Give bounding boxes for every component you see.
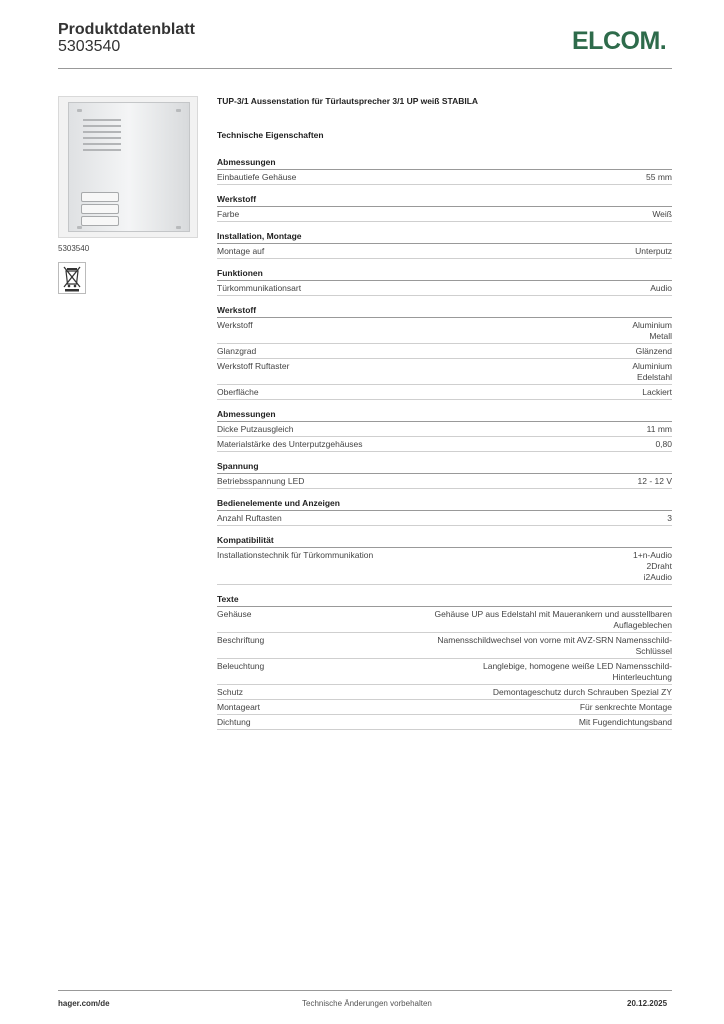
image-caption: 5303540 [58, 244, 90, 253]
property-row [217, 633, 672, 659]
property-group [217, 460, 672, 489]
property-label: Montage auf [217, 246, 265, 256]
screw-icon [77, 226, 82, 229]
article-number: 5303540 [58, 38, 121, 55]
property-value [387, 635, 672, 657]
property-row [217, 685, 672, 700]
property-value-line: i2Audio [643, 572, 672, 582]
property-label: Beleuchtung [217, 661, 265, 671]
property-value [387, 687, 672, 698]
speaker-grille-line [83, 125, 121, 127]
property-label: Dichtung [217, 717, 251, 727]
screw-icon [176, 109, 181, 112]
property-value-line: Edelstahl [637, 372, 672, 382]
property-value [636, 346, 672, 357]
group-heading: Spannung [217, 460, 672, 474]
group-heading: Abmessungen [217, 408, 672, 422]
property-value-line: Metall [649, 331, 672, 341]
group-heading: Texte [217, 593, 672, 607]
property-row [217, 715, 672, 730]
property-value-line: Gehäuse UP aus Edelstahl mit Mauerankern und ausstellbaren [434, 609, 672, 619]
property-value-line: Langlebige, homogene weiße LED Namensschild- [483, 661, 672, 671]
call-button-shape [81, 204, 119, 214]
property-value-line: 3 [667, 513, 672, 523]
call-button-shape [81, 216, 119, 226]
property-value [642, 387, 672, 398]
property-row [217, 385, 672, 400]
group-heading: Installation, Montage [217, 230, 672, 244]
property-row [217, 700, 672, 715]
property-row [217, 281, 672, 296]
texte-group [217, 593, 672, 730]
property-row [217, 244, 672, 259]
group-heading: Werkstoff [217, 304, 672, 318]
page-header-title: Produktdatenblatt [58, 21, 195, 38]
footer-website: hager.com/de [58, 999, 110, 1008]
property-value [650, 283, 672, 294]
property-value-line: Audio [650, 283, 672, 293]
screw-icon [77, 109, 82, 112]
property-value-line: Demontageschutz durch Schrauben Spezial ZY [492, 687, 672, 697]
property-label: Anzahl Ruftasten [217, 513, 282, 523]
property-value-line: Glänzend [635, 346, 672, 356]
footer-disclaimer: Technische Änderungen vorbehalten [302, 999, 432, 1008]
property-label: Montageart [217, 702, 260, 712]
speaker-grille-line [83, 149, 121, 151]
property-row [217, 207, 672, 222]
property-label: Betriebsspannung LED [217, 476, 305, 486]
group-heading: Kompatibilität [217, 534, 672, 548]
footer-divider [58, 990, 672, 991]
property-value-line: Schlüssel [635, 646, 672, 656]
property-row [217, 422, 672, 437]
property-value [655, 439, 672, 450]
property-value [652, 209, 672, 220]
property-row [217, 474, 672, 489]
section-title: Technische Eigenschaften [217, 130, 324, 140]
property-value-line: 55 mm [646, 172, 672, 182]
door-station-plate [68, 102, 190, 232]
property-value-line: 11 mm [646, 424, 672, 434]
product-image [58, 96, 198, 238]
property-row [217, 659, 672, 685]
property-groups [217, 156, 672, 585]
property-value [638, 476, 673, 487]
property-label: Glanzgrad [217, 346, 257, 356]
property-value-line: Weiß [652, 209, 672, 219]
property-group [217, 304, 672, 400]
property-value [646, 172, 672, 183]
property-value [667, 513, 672, 524]
property-label: Werkstoff [217, 320, 253, 330]
property-value-line: Aluminium [632, 320, 672, 330]
property-value [633, 550, 672, 583]
product-name: TUP-3/1 Aussenstation für Türlautsprecher 3/1 UP weiß STABILA [217, 96, 479, 106]
header-divider [58, 68, 672, 69]
property-label: Einbautiefe Gehäuse [217, 172, 297, 182]
property-label: Materialstärke des Unterputzgehäuses [217, 439, 363, 449]
property-value-line: Namensschildwechsel von vorne mit AVZ-SRN Namensschild- [437, 635, 672, 645]
property-value [387, 661, 672, 683]
property-value-line: Lackiert [642, 387, 672, 397]
call-button-shape [81, 192, 119, 202]
property-label: Oberfläche [217, 387, 259, 397]
property-value [632, 320, 672, 342]
footer-date: 20.12.2025 [627, 999, 668, 1008]
property-row [217, 359, 672, 385]
property-value-line: Auflageblechen [613, 620, 672, 630]
property-label: Schutz [217, 687, 243, 697]
group-heading: Abmessungen [217, 156, 672, 170]
property-row [217, 170, 672, 185]
property-value [647, 424, 672, 435]
property-value-line: Aluminium [632, 361, 672, 371]
property-group [217, 408, 672, 452]
speaker-grille-line [83, 131, 121, 133]
property-label: Beschriftung [217, 635, 265, 645]
property-label: Türkommunikationsart [217, 283, 302, 293]
property-value-line: 0,80 [655, 439, 672, 449]
property-value-line: Mit Fugendichtungsband [578, 717, 672, 727]
property-label: Werkstoff Ruftaster [217, 361, 290, 371]
property-row [217, 318, 672, 344]
property-label: Farbe [217, 209, 240, 219]
technical-data [217, 96, 672, 738]
property-row [217, 607, 672, 633]
property-group [217, 534, 672, 585]
property-value-line: Unterputz [635, 246, 672, 256]
property-value [387, 717, 672, 728]
property-row [217, 511, 672, 526]
group-heading: Funktionen [217, 267, 672, 281]
speaker-grille-line [83, 119, 121, 121]
property-value-line: Für senkrechte Montage [579, 702, 672, 712]
group-heading: Werkstoff [217, 193, 672, 207]
property-row [217, 344, 672, 359]
property-label: Dicke Putzausgleich [217, 424, 294, 434]
texte-rows [217, 607, 672, 730]
property-value-line: 1+n-Audio [633, 550, 672, 560]
property-value [632, 361, 672, 383]
property-label: Gehäuse [217, 609, 252, 619]
property-value-line: 2Draht [646, 561, 672, 571]
property-row [217, 548, 672, 585]
property-group [217, 193, 672, 222]
weee-bin-icon [58, 262, 86, 294]
speaker-grille-line [83, 137, 121, 139]
property-group [217, 156, 672, 185]
screw-icon [176, 226, 181, 229]
property-group [217, 230, 672, 259]
group-heading: Bedienelemente und Anzeigen [217, 497, 672, 511]
elcom-logo: ELCOM. [572, 27, 667, 55]
property-group [217, 497, 672, 526]
property-group [217, 267, 672, 296]
property-row [217, 437, 672, 452]
property-value [387, 609, 672, 631]
property-value [635, 246, 672, 257]
property-label: Installationstechnik für Türkommunikation [217, 550, 374, 560]
speaker-grille-line [83, 143, 121, 145]
property-value-line: 12 - 12 V [637, 476, 672, 486]
property-value-line: Hinterleuchtung [612, 672, 672, 682]
property-value [387, 702, 672, 713]
